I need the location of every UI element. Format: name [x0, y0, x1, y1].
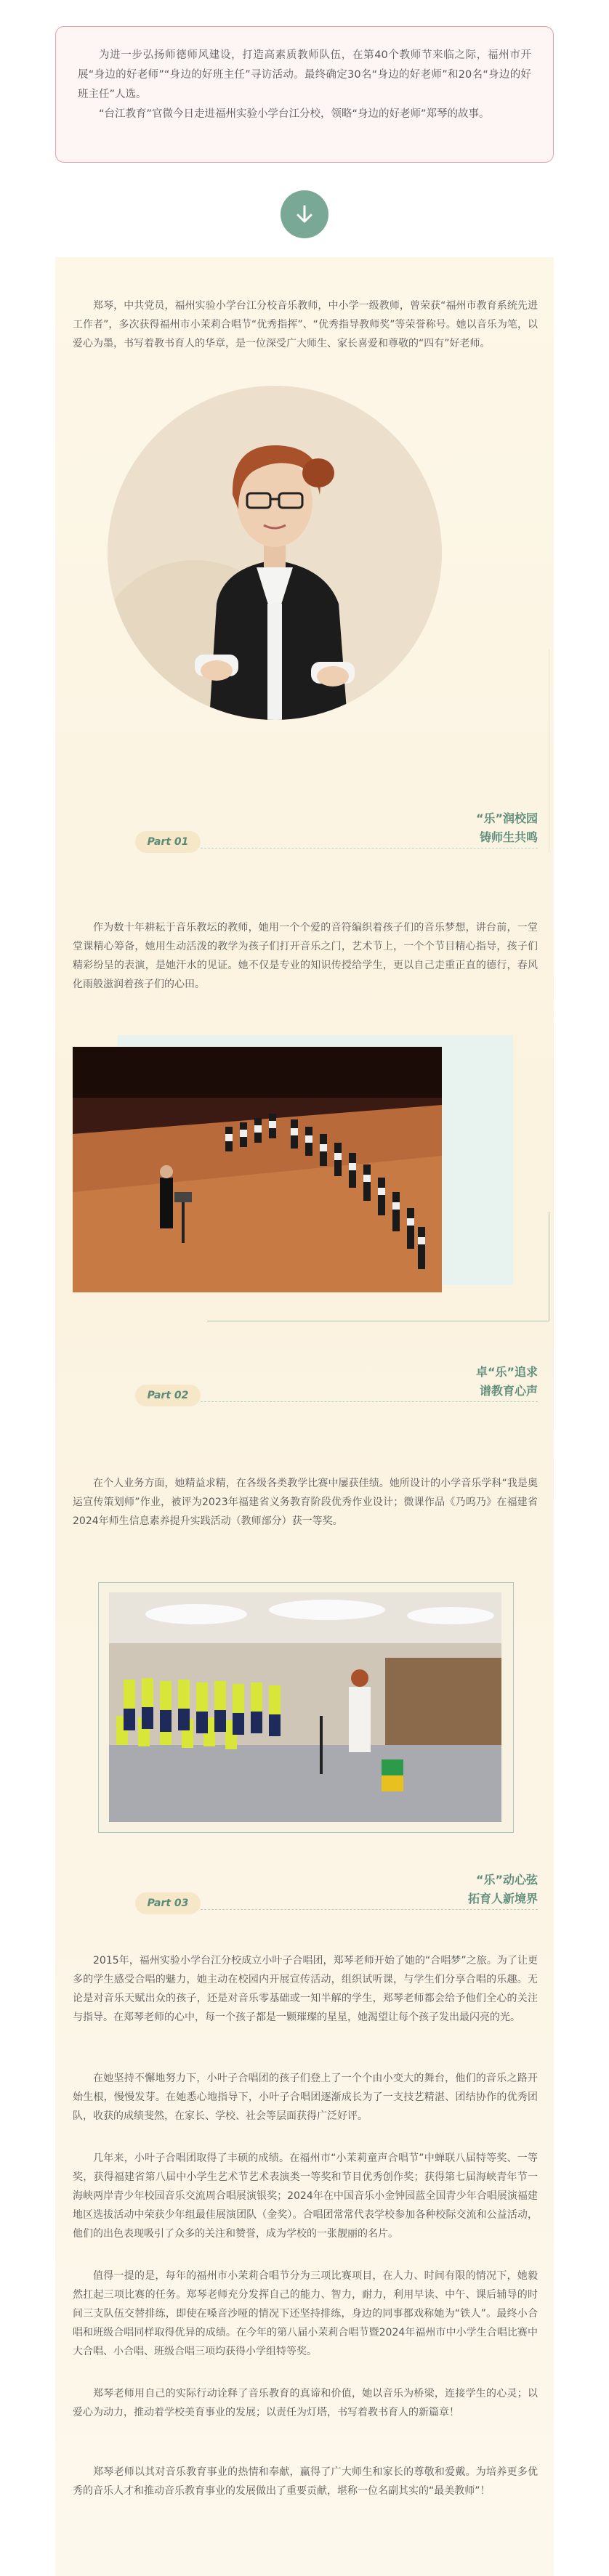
- section-heading-part-01: [73, 809, 538, 853]
- section-1-text: 作为数十年耕耘于音乐教坛的教师，她用一个个爱的音符编织着孩子们的音乐梦想，讲台前，一堂堂课精心筹备，她用生动活泼的教学为孩子们打开音乐之门，艺术节上，一个个节目精心指导，孩子们精彩纷呈的表演，是她汗水的见证。她不仅是专业的知识传授给学生，更以自己走重正直的德行，春风化雨般滋润着孩子们的心田。: [73, 922, 538, 990]
- section-2-text: 在个人业务方面，她精益求精，在各级各类教学比赛中屡获佳绩。她所设计的小学音乐学科“我是奥运宣传策划师”作业，被评为2023年福建省义务教育阶段优秀作业设计；微课作品《乃呜乃》在福建省2024年师生信息素养提升实践活动（教师部分）获一等奖。: [73, 1478, 538, 1527]
- section-3-paragraph: 几年来，小叶子合唱团取得了丰硕的成绩。在福州市“小茉莉童声合唱节”中蝉联八届特等奖、一等奖，获得福建省第八届中小学生艺术节艺术表演类一等奖和节目优秀创作奖；获得第七届海峡青年节一海峡两岸青少年校园音乐交流周合唱展演银奖；2024年在中国音乐小金钟园蓝全国青少年合唱展演福建地区选拔活动中荣获少年组最佳展演团队（金奖）。合唱团常常代表学校参加各种校际交流和公益活动，他们的出色表现吸引了众多的关注和赞誉，成为学校的一张靓丽的名片。: [73, 2152, 538, 2240]
- section-heading-part-02: [73, 1363, 538, 1406]
- teacher-portrait: [108, 386, 442, 720]
- part-number-badge: Part 02: [135, 1385, 201, 1406]
- part-number-badge: Part 03: [135, 1892, 201, 1914]
- section-3-paragraph: 在她坚持不懈地努力下，小叶子合唱团的孩子们登上了一个个由小变大的舞台，他们的音乐之路开始生根，慢慢发芽。在她悉心地指导下，小叶子合唱团逐渐成长为了一支技艺精湛、团结协作的优秀团队，收获的成绩斐然，在家长、学校、社会等层面获得广泛好评。: [73, 2073, 538, 2122]
- part-number-badge: Part 01: [135, 831, 201, 853]
- rehearsal-illustration: [109, 1592, 501, 1822]
- intro-box: [55, 26, 554, 163]
- intro-paragraph: 为进一步弘扬师德师风建设，打造高素质教师队伍，在第40个教师节来临之际，福州市开展“身边的好老师”“身边的好班主任”寻访活动。最终确定30名“身边的好老师”和20名“身边的好班主任”人选。: [78, 49, 531, 100]
- scroll-down-button[interactable]: [281, 190, 328, 238]
- part-title: 卓“乐”追求 谱教育心声: [475, 1365, 538, 1398]
- bio-text: 郑琴，中共党员，福州实验小学台江分校音乐教师，中小学一级教师，曾荣获“福州市教育系统先进工作者”，多次获得福州市小茉莉合唱节“优秀指挥”、“优秀指导教师奖”等荣誉称号。她以音乐为笔，以爱心为墨，书写着教书育人的华章，是一位深受广大师生、家长喜爱和尊敬的“四有”好老师。: [73, 300, 538, 349]
- concert-illustration: [73, 1047, 442, 1292]
- part-title: “乐”动心弦 拓育人新境界: [467, 1873, 538, 1905]
- portrait-illustration: [108, 386, 442, 720]
- dashed-divider: [201, 1909, 538, 1910]
- section-3-paragraph: 郑琴老师用自己的实际行动诠释了音乐教育的真谛和价值，她以音乐为桥梁，连接学生的心灵；以爱心为动力，推动着学校美育事业的发展；以责任为灯塔，书写着教书育人的新篇章！: [73, 2388, 538, 2418]
- section-3-paragraph: 郑琴老师以其对音乐教育事业的热情和奉献，赢得了广大师生和家长的尊敬和爱戴。为培养更多优秀的音乐人才和推动音乐教育事业的发展做出了重要贡献，堪称一位名副其实的“最美教师”！: [73, 2466, 538, 2497]
- dashed-divider: [201, 1401, 538, 1402]
- section-3-paragraph: 2015年，福州实验小学台江分校成立小叶子合唱团，郑琴老师开始了她的“合唱梦”之旅。为了让更多的学生感受合唱的魅力，她主动在校园内开展宣传活动，组织试听课，与学生们分享合唱的乐趣。无论是对音乐天赋出众的孩子，还是对音乐零基础或一知半解的学生，郑琴老师都会给予他们全心的关注与指导。在郑琴老师的心中，每一个孩子都是一颗璀璨的星星，她渴望让每个孩子发出最闪亮的光。: [73, 1955, 538, 2023]
- section-3-paragraph: 值得一提的是，每年的福州市小茉莉合唱节分为三项比赛项目，在人力、时间有限的情况下，她毅然扛起三项比赛的任务。郑琴老师充分发挥自己的能力、智力，耐力，利用早读、中午、课后辅导的时间三支队伍交替排练，即使在嗓音沙哑的情况下还坚持排练，身边的同事都戏称她为“铁人”。最终小合唱和班级合唱同样取得优异的成绩。在今年的第八届小茉莉合唱节暨2024年福州市中小学生合唱比赛中大合唱、小合唱、班级合唱三项均获得小学组特等奖。: [73, 2270, 538, 2357]
- section-heading-part-03: [73, 1871, 538, 1914]
- concert-photo: [73, 1047, 442, 1292]
- intro-paragraph: “台江教育”官微今日走进福州实验小学台江分校，领略“身边的好老师”郑琴的故事。: [99, 108, 490, 120]
- chevron-down-icon: [292, 202, 317, 227]
- part-title: “乐”润校园 铸师生共鸣: [475, 811, 538, 844]
- rehearsal-photo: [109, 1592, 501, 1822]
